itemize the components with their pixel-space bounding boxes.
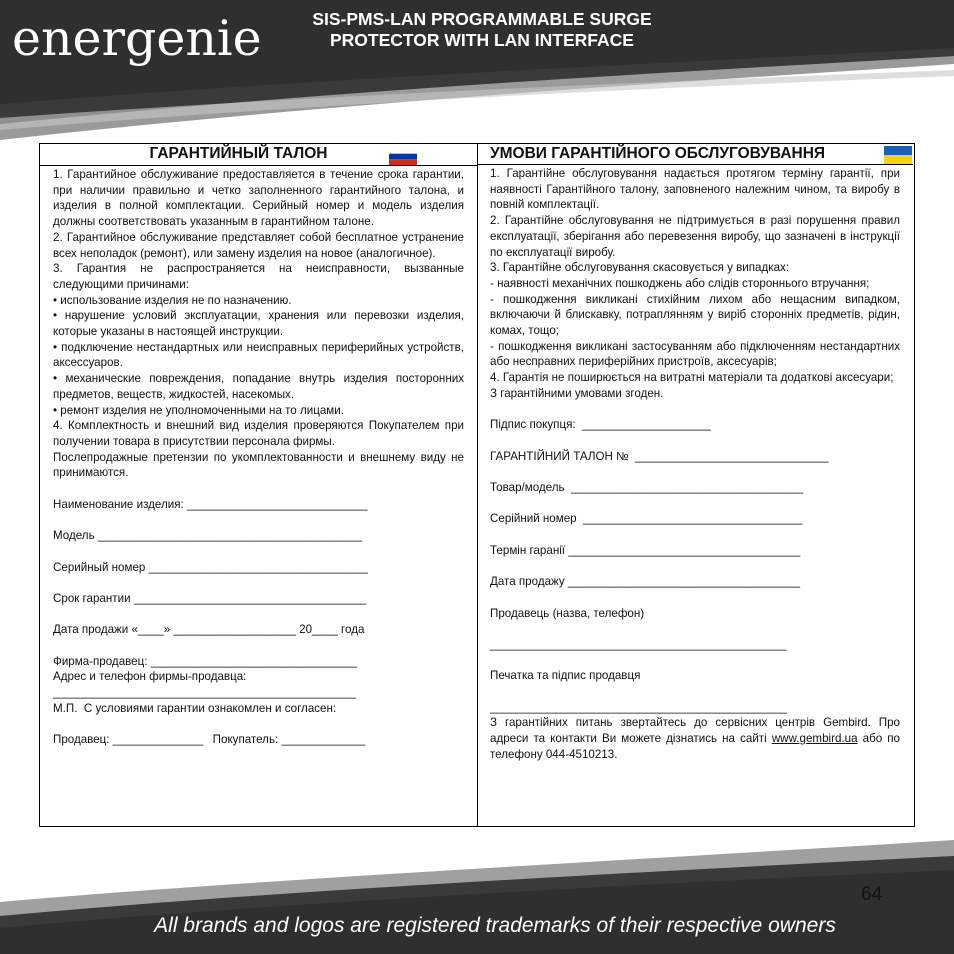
warranty-table (39, 143, 915, 827)
serial-number-field: Серийный номер __________________________________ (53, 560, 368, 574)
sale-date-field: Дата продажи «____» ___________________ 20____ года (53, 623, 365, 637)
warranty-term-field: Срок гарантии ____________________________________ (53, 591, 366, 605)
paragraph: 3. Гарантійне обслуговування скасовується у випадках: (490, 261, 790, 275)
buyer-signature-field: Підпис покупця: ____________________ (490, 418, 711, 432)
serial-number-field: Серійний номер __________________________________ (490, 512, 803, 526)
russia-flag-icon (389, 148, 417, 165)
product-name-field: Наименование изделия: ____________________________ (53, 497, 368, 511)
coupon-number-field: ГАРАНТІЙНИЙ ТАЛОН № ______________________________ (490, 449, 829, 463)
paragraph: 1. Гарантийное обслуживание предоставляется в течение срока гарантии, при наличии правильно и четко заполненного гарантийного талона, и изделия в полной комплектации. Серийный номер и модель изделия должны соответствовать указанным в гарантийном талоне. (53, 168, 464, 229)
list-item: • использование изделия не по назначению. (53, 293, 292, 307)
warranty-term-field: Термін гаранії ____________________________________ (490, 543, 801, 557)
seller-label: Продавець (назва, телефон) (490, 606, 645, 620)
energenie-logo: energenie (12, 10, 262, 67)
list-item: - пошкодження викликані застосуванням або підключенням нестандартних або несправних периферійних пристроїв, аксесуарів; (490, 339, 900, 369)
signatures-field: Продавец: ______________ Покупатель: _____________ (53, 733, 366, 747)
paragraph: Послепродажные претензии по укомплектованности и внешнему виду не принимаются. (53, 450, 464, 480)
column-heading-ru: ГАРАНТИЙНЫЙ ТАЛОН (40, 144, 477, 166)
column-heading-ua: УМОВИ ГАРАНТІЙНОГО ОБСЛУГОВУВАННЯ (477, 144, 913, 165)
list-item: • механические повреждения, попадание внутрь изделия посторонних предметов, веществ, жидкостей, насекомых. (53, 372, 464, 401)
seller-address-label: Адрес и телефон фирмы-продавца: (53, 670, 247, 684)
model-field: Модель _________________________________________ (53, 529, 363, 543)
product-model-field: Товар/модель ____________________________________ (490, 481, 804, 495)
seller-address-line: _______________________________________________ (53, 686, 357, 700)
page-number: 64 (861, 884, 883, 905)
ukraine-flag-icon (884, 146, 912, 164)
list-item: • ремонт изделия не уполномоченными на то лицами. (53, 403, 344, 417)
paragraph: 4. Гарантія не поширюється на витратні матеріали та додаткові аксесуари; (490, 371, 894, 385)
seller-line: ______________________________________________ (490, 637, 787, 651)
paragraph: 3. Гарантия не распространяется на неисправности, вызванные следующими причинами: (53, 262, 464, 291)
warranty-column-ua (490, 144, 900, 763)
paragraph: 1. Гарантійне обслуговування надається протягом терміну гарантії, при наявності Гарантійного талону, заповненого належним чином, та виробу в повній комплектації. (490, 167, 900, 212)
seller-firm-field: Фирма-продавец: ________________________________ (53, 654, 358, 668)
document-title: SIS-PMS-LAN PROGRAMMABLE SURGE PROTECTOR WITH LAN INTERFACE (312, 9, 652, 50)
trademark-notice: All brands and logos are registered trademarks of their respective owners (154, 914, 836, 937)
paragraph: 2. Гарантійне обслуговування не підтримується в разі порушення правил експлуатації, зберігання або перевезення виробу, що зазначені в інструкції по експлуатації виробу. (490, 214, 900, 259)
contact-paragraph: З гарантійних питань звертайтесь до сервісних центрів Gembird. Про адреси та контакти Ви можете дізнатись на сайті www.gembird.ua або по телефону 044-4510213. (490, 716, 900, 761)
sale-date-field: Дата продажу ____________________________________ (490, 575, 801, 589)
list-item: • подключение нестандартных или неисправных периферийных устройств, аксессуаров. (53, 340, 464, 370)
paragraph: 2. Гарантийное обслуживание представляет собой бесплатное устранение всех неполадок (ремонт), или замену изделия на новое (аналогичное). (53, 230, 464, 260)
list-item: - пошкодження викликані стихійним лихом або нещасним випадком, включаючи й блискавку, потраплянням у виріб сторонніх предметів, рідин, комах, тощо; (490, 292, 900, 338)
stamp-label: Печатка та підпис продавця (490, 669, 641, 683)
stamp-agreement-label: М.П. С условиями гарантии ознакомлен и согласен: (53, 701, 337, 715)
list-item: - наявності механічних пошкоджень або слідів стороннього втручання; (490, 276, 870, 290)
website-link[interactable]: www.gembird.ua (771, 732, 858, 746)
paragraph: 4. Комплектность и внешний вид изделия проверяются Покупателем при получении товара в присутствии персонала фирмы. (53, 419, 464, 448)
list-item: • нарушение условий эксплуатации, хранения или перевозки изделия, которые указаны в настоящей инструкции. (53, 309, 464, 339)
column-divider (477, 144, 478, 826)
paragraph: З гарантійними умовами згоден. (490, 386, 664, 400)
warranty-column-ru (53, 144, 464, 748)
stamp-line: ______________________________________________ (490, 700, 787, 714)
